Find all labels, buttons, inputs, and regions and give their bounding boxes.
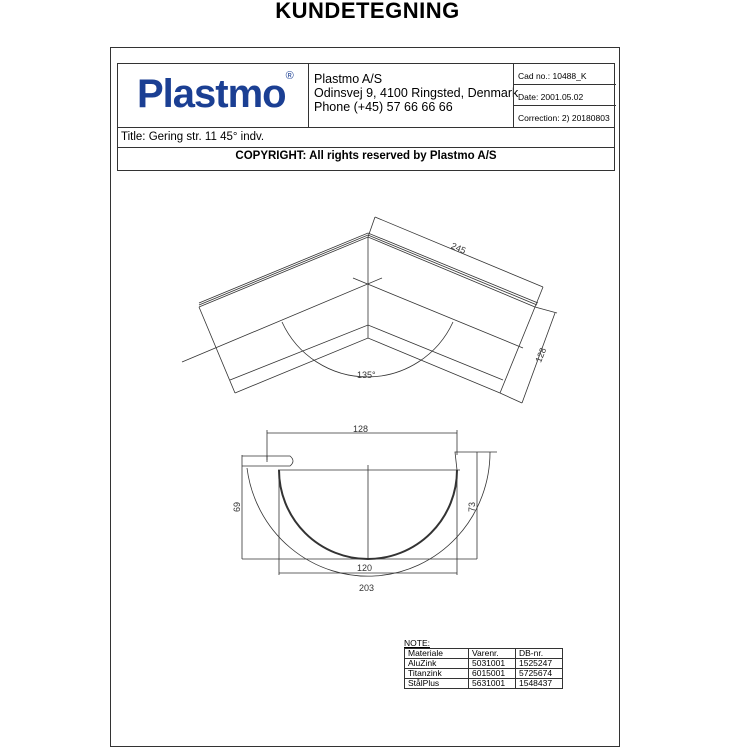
table-cell: 1525247 [516,659,563,669]
gutter-profile [242,430,497,576]
header-cell: Varenr. [469,649,516,659]
table-cell: StålPlus [405,679,469,689]
materials-table [404,648,563,689]
drawing-title: Title: Gering str. 11 45° indv. [118,127,614,148]
dim-angle: 135° [357,370,376,380]
dim-right-height: 73 [467,501,477,512]
dim-left-height: 69 [232,501,242,512]
phone-line: Phone (+45) 57 66 66 66 [314,100,453,114]
registered-mark: ® [285,69,293,82]
address-line: Odinsvej 9, 4100 Ringsted, Denmark [314,86,519,100]
table-cell: Titanzink [405,669,469,679]
dim-width: 128 [533,346,549,364]
table-header-row [405,649,563,659]
page-heading: KUNDETEGNING [275,0,460,23]
table-cell: AluZink [405,659,469,669]
table-cell: 5031001 [469,659,516,669]
dim-length: 245 [449,240,468,256]
table-row [405,669,563,679]
table-row [405,659,563,669]
header-cell: DB-nr. [516,649,563,659]
logo-text: Plastmo [137,72,286,116]
dim-girth: 203 [359,583,375,593]
company-name: Plastmo A/S [314,72,383,86]
dim-inner-width: 120 [357,563,373,573]
note-block [404,638,563,689]
correction: Correction: 2) 20180803 [518,113,610,123]
dim-top-width: 128 [353,424,369,434]
drawing-date: Date: 2001.05.02 [514,85,616,106]
table-cell: 5725674 [516,669,563,679]
table-row [405,679,563,689]
table-cell: 6015001 [469,669,516,679]
header-cell: Materiale [405,649,469,659]
table-cell: 5631001 [469,679,516,689]
cad-number: Cad no.: 10488_K [514,64,616,85]
note-label: NOTE: [404,638,430,648]
table-cell: 1548437 [516,679,563,689]
copyright: COPYRIGHT: All rights reserved by Plastmo A/S [235,150,497,162]
